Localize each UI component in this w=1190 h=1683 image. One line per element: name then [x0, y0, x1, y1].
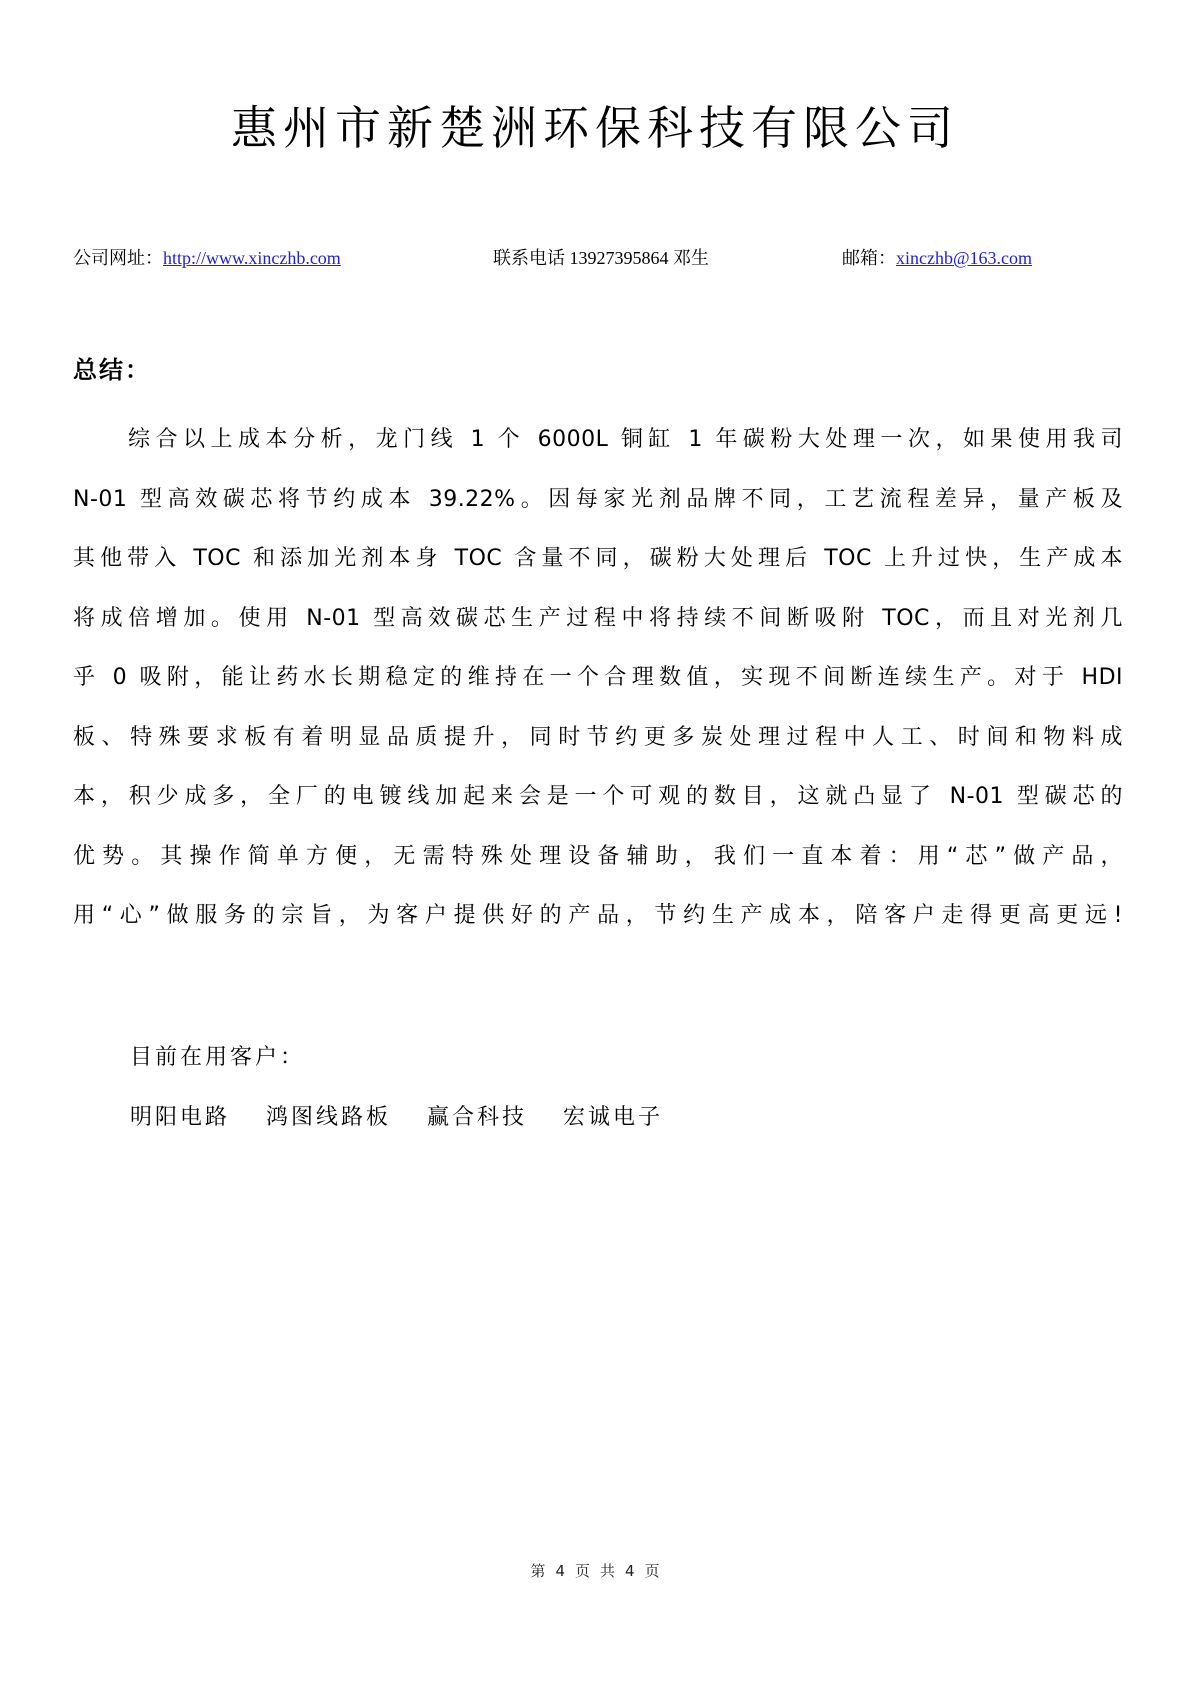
contact-person: 邓生 — [673, 248, 709, 268]
paragraph-line: 乎 0 吸附，能让药水长期稳定的维持在一个合理数值，实现不间断连续生产。对于 HDI — [73, 665, 1123, 690]
paragraph-line: 将成倍增加。使用 N-01 型高效碳芯生产过程中将持续不间断吸附 TOC，而且对光剂几 — [73, 605, 1123, 631]
paragraph-line: 板、特殊要求板有着明显品质提升，同时节约更多炭处理过程中人工、时间和物料成 — [73, 724, 1123, 750]
paragraph-line: 综合以上成本分析，龙门线 1 个 6000L 铜缸 1 年碳粉大处理一次，如果使用我司 — [73, 427, 1123, 452]
paragraph-line: 本，积少成多，全厂的电镀线加起来会是一个可观的数目，这就凸显了 N-01 型碳芯的 — [73, 784, 1123, 809]
footer-prefix: 第 — [530, 1562, 546, 1580]
website-label: 公司网址： — [73, 248, 163, 268]
total-page-count: 4 — [625, 1562, 635, 1580]
paragraph-line: 用“心”做服务的宗旨，为客户提供好的产品，节约生产成本，陪客户走得更高更远! — [73, 903, 1123, 928]
phone-number: 13927395864 — [569, 248, 669, 268]
customer-item: 鸿图线路板 — [266, 1105, 392, 1130]
footer-page-word: 页 — [574, 1562, 590, 1580]
current-page-number: 4 — [555, 1562, 565, 1580]
footer-page-word-2: 页 — [644, 1562, 660, 1580]
email-link[interactable]: xinczhb@163.com — [896, 248, 1033, 268]
customer-item: 明阳电路 — [130, 1105, 231, 1130]
contact-bar — [0, 244, 1190, 274]
page-footer — [0, 1560, 1190, 1581]
company-title: 惠州市新楚洲环保科技有限公司 — [231, 101, 959, 155]
website-field — [73, 244, 341, 270]
phone-field — [493, 244, 709, 270]
paragraph-line: N-01 型高效碳芯将节约成本 39.22%。因每家光剂品牌不同，工艺流程差异，量产板及 — [73, 486, 1123, 512]
phone-label: 联系电话 — [493, 248, 565, 268]
customers-label: 目前在用客户： — [130, 1045, 306, 1070]
customer-item: 赢合科技 — [427, 1105, 528, 1130]
customer-list — [130, 1100, 689, 1131]
customer-item: 宏诚电子 — [563, 1105, 664, 1130]
summary-heading: 总结： — [73, 356, 151, 384]
email-label: 邮箱： — [842, 248, 896, 268]
website-link[interactable]: http://www.xinczhb.com — [163, 248, 341, 268]
footer-total-prefix: 共 — [600, 1562, 616, 1580]
paragraph-line: 其他带入 TOC 和添加光剂本身 TOC 含量不同，碳粉大处理后 TOC 上升过快，生产成本 — [73, 546, 1123, 571]
email-field — [842, 244, 1032, 270]
paragraph-line: 优势。其操作简单方便，无需特殊处理设备辅助，我们一直本着：用“芯”做产品， — [73, 843, 1123, 869]
summary-paragraph — [73, 410, 1123, 946]
